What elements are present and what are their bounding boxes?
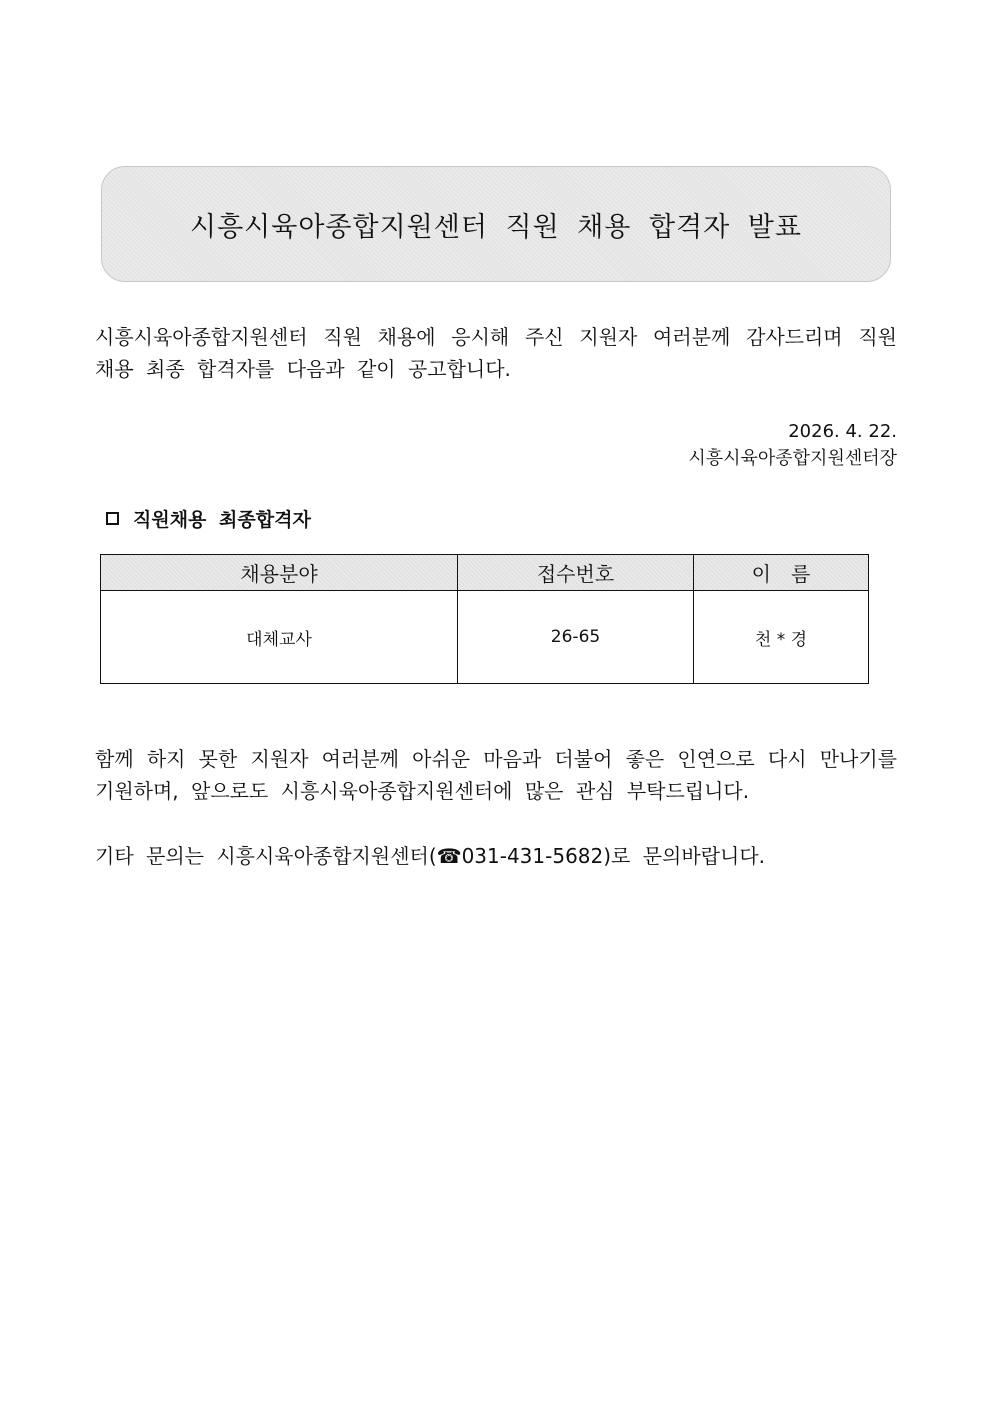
intro-paragraph: 시흥시육아종합지원센터 직원 채용에 응시해 주신 지원자 여러분께 감사드리며 직원 채용 최종 합격자를 다음과 같이 공고합니다. — [95, 325, 897, 381]
section-heading — [106, 505, 311, 532]
cell-number: 26-65 — [458, 591, 694, 684]
cell-name: 천 * 경 — [694, 591, 869, 684]
table-row — [101, 591, 869, 684]
section-heading-label: 직원채용 최종합격자 — [133, 509, 311, 531]
contact-suffix: )로 문의바랍니다. — [603, 844, 766, 868]
contact-phone: 031-431-5682 — [461, 844, 604, 868]
announcement-date: 2026. 4. 22. — [788, 421, 897, 442]
checkbox-icon — [106, 512, 119, 525]
cell-field: 대체교사 — [101, 591, 458, 684]
header-field: 채용분야 — [101, 555, 458, 591]
contact-line — [95, 840, 765, 872]
table-header-row — [101, 555, 869, 591]
phone-icon: ☎ — [436, 844, 462, 868]
title-box — [101, 166, 891, 282]
contact-prefix: 기타 문의는 시흥시육아종합지원센터( — [95, 844, 437, 868]
closing-paragraph: 함께 하지 못한 지원자 여러분께 아쉬운 마음과 더불어 좋은 인연으로 다시 만나기를 기원하며, 앞으로도 시흥시육아종합지원센터에 많은 관심 부탁드립니다. — [95, 747, 897, 803]
header-number: 접수번호 — [458, 555, 694, 591]
page-title: 시흥시육아종합지원센터 직원 채용 합격자 발표 — [190, 211, 802, 243]
signer: 시흥시육아종합지원센터장 — [688, 448, 897, 469]
header-name: 이 름 — [694, 555, 869, 591]
result-table — [100, 554, 869, 684]
